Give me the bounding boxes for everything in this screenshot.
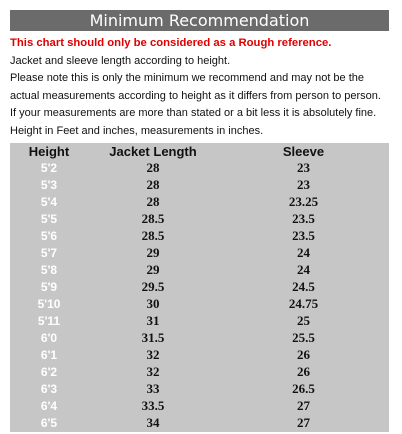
height-cell: 5'11	[37, 314, 61, 329]
jacket-length-cell: 28.5	[141, 228, 165, 244]
height-cell: 5'5	[40, 212, 58, 227]
table-row	[10, 194, 389, 211]
sleeve-cell: 26	[297, 347, 310, 363]
sleeve-cell: 26.5	[292, 381, 315, 397]
height-header: Height	[28, 143, 70, 159]
table-row	[10, 415, 389, 432]
height-cell: 5'8	[40, 263, 58, 278]
jacket-length-cell: 28	[146, 194, 160, 210]
sleeve-cell: 23.25	[288, 194, 319, 210]
height-cell: 5'10	[37, 297, 61, 312]
sleeve-cell: 23.5	[292, 211, 315, 227]
table-row	[10, 347, 389, 364]
jacket-length-cell: 31	[146, 313, 160, 329]
height-cell: 5'6	[40, 229, 58, 244]
note-line: If your measurements are more than stated or a bit less it is absolutely fine.	[10, 107, 377, 120]
sleeve-cell: 23	[297, 160, 310, 176]
jacket-length-cell: 29	[146, 245, 160, 261]
height-cell: 5'7	[40, 246, 58, 261]
sleeve-cell: 24	[297, 245, 310, 261]
table-row	[10, 211, 389, 228]
jacket-length-cell: 34	[146, 415, 160, 431]
table-row	[10, 262, 389, 279]
jacket-length-cell: 33	[146, 381, 160, 397]
table-row	[10, 160, 389, 177]
jacket-length-cell: 29.5	[141, 279, 165, 295]
size-table	[10, 143, 389, 432]
height-cell: 5'4	[40, 195, 58, 210]
warning-text: This chart should only be considered as a Rough reference.	[10, 37, 332, 49]
height-cell: 6'5	[40, 416, 58, 431]
height-cell: 6'0	[40, 331, 58, 346]
sleeve-cell: 25	[297, 313, 310, 329]
height-cell: 6'2	[40, 365, 58, 380]
sleeve-cell: 23	[297, 177, 310, 193]
jacket-length-cell: 31.5	[141, 330, 165, 346]
jacket-length-cell: 28	[146, 160, 160, 176]
sleeve-cell: 26	[297, 364, 310, 380]
chart-title: Minimum Recommendation	[10, 10, 389, 31]
height-cell: 5'2	[40, 161, 58, 176]
jacket-length-cell: 28.5	[141, 211, 165, 227]
note-line: actual measurements according to height as it differs from person to person.	[10, 89, 381, 102]
sleeve-cell: 24.5	[292, 279, 315, 295]
sleeve-cell: 25.5	[292, 330, 315, 346]
table-row	[10, 177, 389, 194]
note-line: Jacket and sleeve length according to height.	[10, 54, 231, 67]
jacket-length-cell: 33.5	[141, 398, 165, 414]
note-line: Please note this is only the minimum we recommend and may not be the	[10, 72, 365, 85]
sleeve-cell: 24	[297, 262, 310, 278]
jacket-length-cell: 30	[146, 296, 160, 312]
table-row	[10, 364, 389, 381]
height-cell: 5'9	[40, 280, 58, 295]
height-cell: 5'3	[40, 178, 58, 193]
table-row	[10, 330, 389, 347]
table-row	[10, 398, 389, 415]
table-row	[10, 279, 389, 296]
size-chart	[10, 10, 389, 432]
table-body	[10, 160, 389, 432]
height-cell: 6'1	[40, 348, 58, 363]
jacket-length-cell: 28	[146, 177, 160, 193]
sleeve-cell: 27	[297, 415, 310, 431]
sleeve-cell: 27	[297, 398, 310, 414]
jacket-length-cell: 32	[146, 347, 160, 363]
table-row	[10, 381, 389, 398]
jacket-length-cell: 29	[146, 262, 160, 278]
table-row	[10, 313, 389, 330]
jacket-length-cell: 32	[146, 364, 160, 380]
note-line: Height in Feet and inches, measurements in inches.	[10, 124, 264, 137]
height-cell: 6'3	[40, 382, 58, 397]
table-row	[10, 228, 389, 245]
jacket-length-header: Jacket Length	[109, 143, 197, 159]
table-row	[10, 245, 389, 262]
sleeve-header: Sleeve	[282, 143, 325, 159]
sleeve-cell: 24.75	[288, 296, 319, 312]
height-cell: 6'4	[40, 399, 58, 414]
table-header-row	[10, 143, 389, 160]
sleeve-cell: 23.5	[292, 228, 315, 244]
table-row	[10, 296, 389, 313]
